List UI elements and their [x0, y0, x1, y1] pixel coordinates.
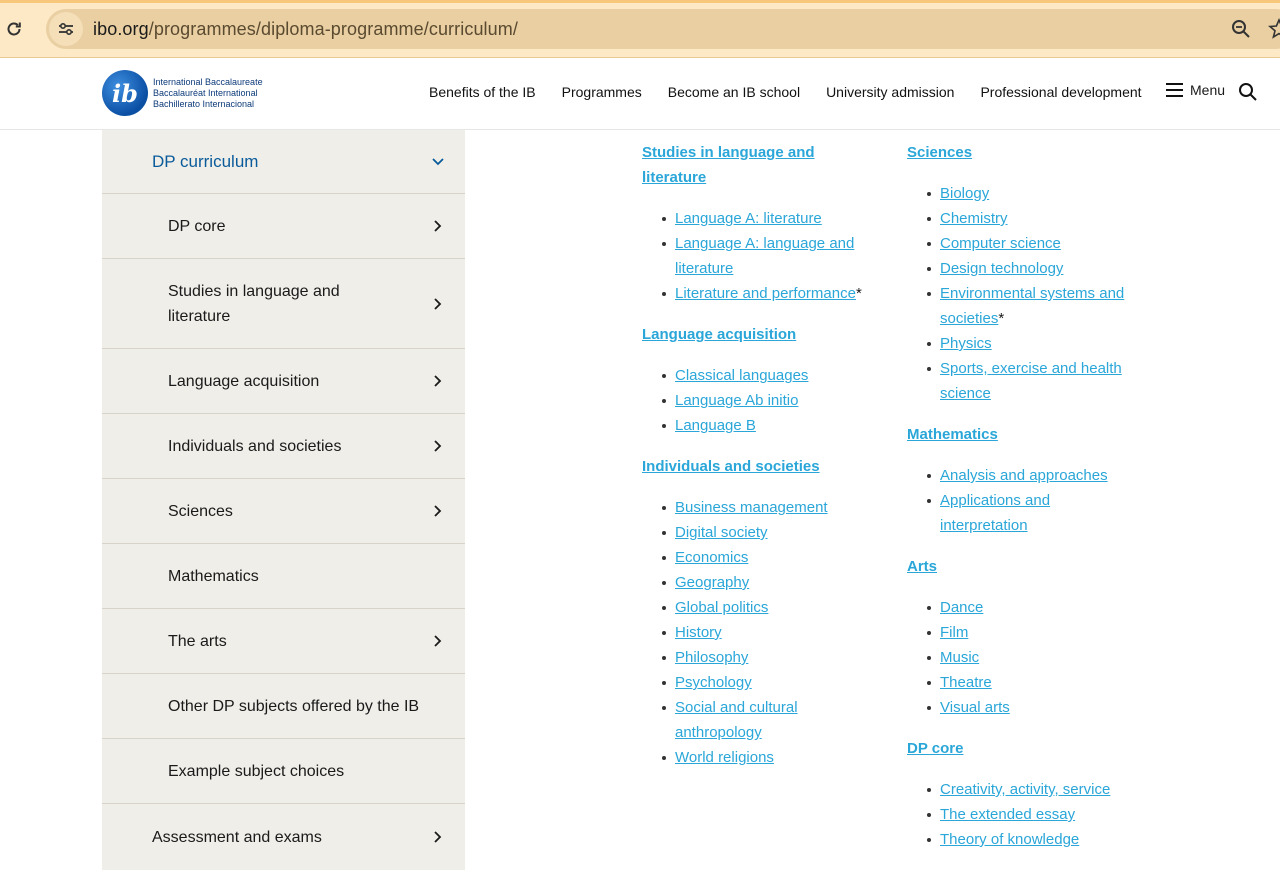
chevron-right-icon	[431, 829, 445, 845]
list-item-wrap	[940, 595, 983, 620]
subject-list	[642, 495, 882, 770]
section-heading-mathematics[interactable]: Mathematics	[907, 426, 998, 443]
subject-link-language-ab-initio[interactable]: Language Ab initio	[675, 392, 799, 409]
list-item	[907, 488, 1157, 538]
subject-list	[907, 181, 1157, 406]
list-item	[642, 281, 882, 306]
nav-professional-development[interactable]: Professional development	[980, 84, 1142, 100]
list-item	[907, 595, 1157, 620]
subject-link-theatre[interactable]: Theatre	[940, 674, 992, 691]
list-item-wrap	[675, 520, 768, 545]
url-path: /programmes/diploma-programme/curriculum/	[148, 18, 518, 39]
list-item-wrap	[940, 181, 989, 206]
list-item-wrap	[675, 231, 875, 281]
sidebar-item-label: Sciences	[168, 502, 233, 520]
list-item	[642, 695, 882, 745]
sidebar-item-mathematics[interactable]	[102, 544, 465, 609]
section-heading-arts[interactable]: Arts	[907, 558, 938, 575]
subject-link-computer-science[interactable]: Computer science	[940, 235, 1061, 252]
subject-list	[907, 463, 1157, 538]
main-nav	[429, 84, 1168, 100]
subject-link-literature-and-performance[interactable]: Literature and performance	[675, 285, 856, 302]
subject-link-business-management[interactable]: Business management	[675, 499, 828, 516]
list-item-wrap	[675, 670, 752, 695]
ib-logo-mark: ib	[102, 70, 148, 116]
list-item	[642, 570, 882, 595]
nav-university-admission[interactable]: University admission	[826, 84, 955, 100]
sidebar-item-dp-core[interactable]	[102, 194, 465, 259]
chevron-right-icon	[431, 373, 445, 389]
list-item	[642, 595, 882, 620]
list-item	[907, 645, 1157, 670]
ib-logo-text	[153, 77, 263, 110]
logo-line: International Baccalaureate	[153, 76, 263, 87]
list-item-wrap	[940, 488, 1140, 538]
subject-link-digital-society[interactable]: Digital society	[675, 524, 768, 541]
address-bar[interactable]	[46, 9, 1280, 49]
chevron-down-icon	[431, 154, 445, 170]
subject-link-philosophy[interactable]: Philosophy	[675, 649, 749, 666]
sidebar-item-other-dp-subjects[interactable]	[102, 674, 465, 739]
nav-become-school[interactable]: Become an IB school	[667, 84, 801, 100]
subject-link-physics[interactable]: Physics	[940, 335, 992, 352]
subject-link-world-religions[interactable]: World religions	[675, 749, 774, 766]
list-item	[642, 413, 882, 438]
menu-label: Menu	[1190, 82, 1226, 98]
subject-list	[907, 777, 1157, 852]
chevron-right-icon	[431, 503, 445, 519]
subject-link-history[interactable]: History	[675, 624, 722, 641]
list-item	[907, 331, 1157, 356]
browser-toolbar	[0, 0, 1280, 58]
sidebar-item-label: DP curriculum	[152, 152, 259, 171]
list-item	[907, 181, 1157, 206]
list-item	[642, 231, 882, 281]
logo-line: Baccalauréat International	[153, 87, 258, 98]
tab-strip-edge	[0, 0, 1280, 3]
subject-link-language-a-literature[interactable]: Language A: literature	[675, 210, 822, 227]
list-item	[642, 645, 882, 670]
subject-link-social-and-cultural-anthropology[interactable]: Social and cultural anthropology	[675, 699, 798, 741]
section-heading-sciences[interactable]: Sciences	[907, 144, 973, 161]
subject-link-global-politics[interactable]: Global politics	[675, 599, 769, 616]
nav-programmes[interactable]: Programmes	[561, 84, 642, 100]
site-header	[0, 58, 1280, 130]
nav-benefits[interactable]: Benefits of the IB	[429, 84, 536, 100]
sidebar-item-example-subject-choices[interactable]	[102, 739, 465, 804]
sidebar-item-label: Language acquisition	[168, 372, 320, 390]
sidebar-item-label: Mathematics	[168, 567, 259, 585]
sidebar-item-label: Assessment and exams	[152, 828, 322, 846]
chevron-right-icon	[431, 296, 445, 312]
list-item	[642, 363, 882, 388]
subject-list	[907, 595, 1157, 720]
list-item	[907, 670, 1157, 695]
sidebar-item-sciences[interactable]	[102, 479, 465, 544]
list-item	[907, 206, 1157, 231]
sidebar-item-the-arts[interactable]	[102, 609, 465, 674]
chevron-right-icon	[431, 633, 445, 649]
sidebar-item-individuals-societies[interactable]	[102, 414, 465, 479]
list-item-wrap	[675, 745, 774, 770]
chevron-right-icon	[431, 218, 445, 234]
sidebar-nav	[102, 130, 465, 870]
sidebar-item-studies-language-literature[interactable]	[102, 259, 465, 349]
list-item-wrap	[940, 231, 1061, 256]
subject-link-film[interactable]: Film	[940, 624, 969, 641]
sidebar-item-label: Example subject choices	[168, 762, 345, 780]
subject-link-chemistry[interactable]: Chemistry	[940, 210, 1008, 227]
subject-link-analysis-and-approaches[interactable]: Analysis and approaches	[940, 467, 1108, 484]
subject-link-language-a-language-and-literature[interactable]: Language A: language and literature	[675, 235, 855, 277]
list-item-wrap	[940, 777, 1110, 802]
sidebar-item-label: The arts	[168, 632, 227, 650]
list-item-wrap	[675, 495, 828, 520]
subject-link-environmental-systems-and-societies[interactable]: Environmental systems and societies	[940, 285, 1125, 327]
bookmark-star-icon[interactable]	[1268, 18, 1280, 40]
site-info-icon[interactable]	[49, 12, 83, 46]
list-item-wrap	[675, 695, 875, 745]
list-item-wrap	[940, 356, 1140, 406]
list-item-wrap	[940, 827, 1079, 852]
reload-icon[interactable]	[3, 18, 25, 40]
url-text[interactable]	[93, 19, 518, 40]
list-item-wrap	[675, 570, 749, 595]
list-item	[642, 520, 882, 545]
list-item-wrap	[940, 463, 1108, 488]
list-item	[907, 356, 1157, 406]
list-item-wrap	[940, 802, 1075, 827]
chevron-right-icon	[431, 438, 445, 454]
list-item	[907, 231, 1157, 256]
list-item-wrap	[940, 695, 1010, 720]
subject-link-classical-languages[interactable]: Classical languages	[675, 367, 809, 384]
footnote-marker: *	[998, 310, 1005, 327]
list-item-wrap	[940, 645, 979, 670]
list-item-wrap	[675, 388, 798, 413]
sidebar-item-language-acquisition[interactable]	[102, 349, 465, 414]
section-heading-language-acquisition[interactable]: Language acquisition	[642, 326, 797, 343]
list-item-wrap	[675, 206, 822, 231]
list-item-wrap	[675, 595, 768, 620]
list-item-wrap	[940, 206, 1008, 231]
subject-list	[642, 206, 882, 306]
section-heading-individuals-and-societies[interactable]: Individuals and societies	[642, 458, 820, 475]
search-icon[interactable]	[1238, 82, 1258, 102]
footnote-marker: *	[855, 285, 862, 302]
list-item-wrap	[675, 620, 722, 645]
list-item	[907, 463, 1157, 488]
sidebar-item-label: Studies in language and literature	[168, 282, 340, 325]
sidebar-item-dp-curriculum[interactable]	[102, 130, 465, 194]
list-item	[642, 620, 882, 645]
list-item-wrap	[940, 281, 1140, 331]
subject-link-music[interactable]: Music	[940, 649, 980, 666]
subject-link-sports-exercise-and-health-science[interactable]: Sports, exercise and health science	[940, 360, 1122, 402]
subject-link-theory-of-knowledge[interactable]: Theory of knowledge	[940, 831, 1080, 848]
logo-line: Bachillerato Internacional	[153, 98, 255, 109]
list-item	[642, 745, 882, 770]
list-item	[907, 281, 1157, 331]
subject-link-biology[interactable]: Biology	[940, 185, 990, 202]
list-item-wrap	[675, 363, 808, 388]
subject-list	[642, 363, 882, 438]
subject-link-language-b[interactable]: Language B	[675, 417, 756, 434]
zoom-icon[interactable]	[1230, 18, 1252, 40]
sidebar-item-label: DP core	[168, 217, 226, 235]
list-item	[642, 388, 882, 413]
sidebar-item-assessment-exams[interactable]	[102, 804, 465, 870]
list-item	[642, 670, 882, 695]
list-item	[907, 777, 1157, 802]
list-item	[642, 545, 882, 570]
url-host: ibo.org	[93, 18, 149, 39]
subject-link-geography[interactable]: Geography	[675, 574, 750, 591]
list-item	[907, 695, 1157, 720]
ib-logo[interactable]	[102, 70, 263, 116]
section-heading-dp-core[interactable]: DP core	[907, 740, 964, 757]
menu-button[interactable]	[1166, 82, 1225, 98]
subject-link-design-technology[interactable]: Design technology	[940, 260, 1064, 277]
subject-link-economics[interactable]: Economics	[675, 549, 749, 566]
subject-link-creativity-activity-service[interactable]: Creativity, activity, service	[940, 781, 1111, 798]
list-item	[907, 256, 1157, 281]
subject-link-psychology[interactable]: Psychology	[675, 674, 752, 691]
list-item	[907, 802, 1157, 827]
list-item	[642, 206, 882, 231]
list-item	[907, 827, 1157, 852]
list-item-wrap	[940, 620, 968, 645]
list-item-wrap	[940, 256, 1063, 281]
list-item-wrap	[940, 670, 992, 695]
list-item	[907, 620, 1157, 645]
list-item-wrap	[675, 545, 748, 570]
subject-link-dance[interactable]: Dance	[940, 599, 984, 616]
list-item-wrap	[940, 331, 992, 356]
sidebar-item-label: Individuals and societies	[168, 437, 342, 455]
subjects-column-right	[907, 140, 1157, 868]
subjects-column-left	[642, 140, 882, 786]
hamburger-icon	[1166, 83, 1183, 97]
subject-link-the-extended-essay[interactable]: The extended essay	[940, 806, 1076, 823]
sidebar-item-label: Other DP subjects offered by the IB	[168, 697, 420, 715]
list-item-wrap	[675, 281, 862, 306]
list-item	[642, 495, 882, 520]
list-item-wrap	[675, 413, 756, 438]
subject-link-visual-arts[interactable]: Visual arts	[940, 699, 1010, 716]
subject-link-applications-and-interpretation[interactable]: Applications and interpretation	[940, 492, 1051, 534]
list-item-wrap	[675, 645, 748, 670]
section-heading-studies-in-language-and-literature[interactable]: Studies in language and literature	[642, 144, 815, 186]
